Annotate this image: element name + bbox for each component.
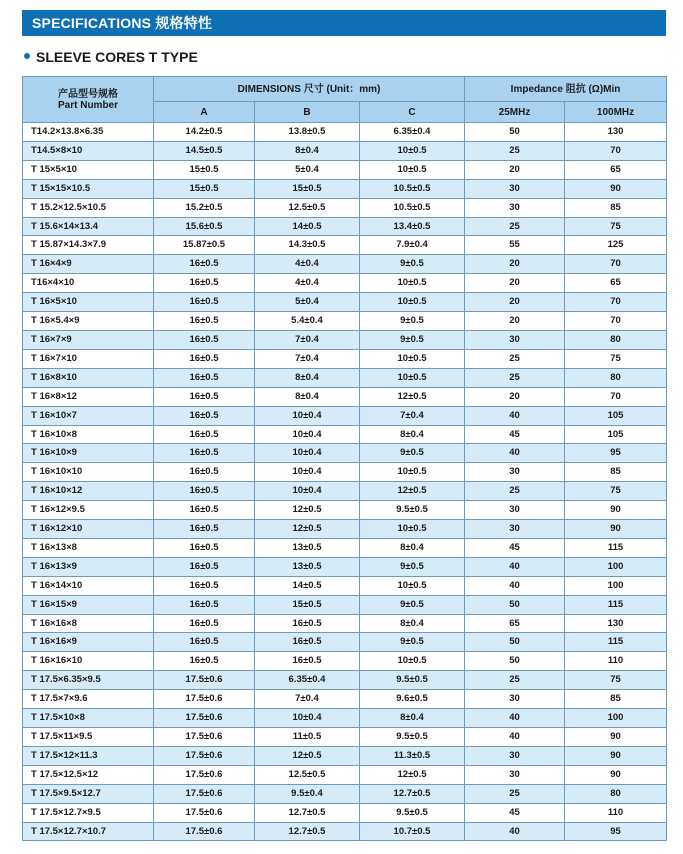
col-c-header: C [360,102,465,123]
part-number-cell: T 16×16×9 [23,633,154,652]
dim-c-cell: 12±0.5 [360,387,465,406]
impedance-100mhz-cell: 90 [565,179,667,198]
part-number-header [23,77,154,123]
part-number-cell: T 17.5×7×9.6 [23,690,154,709]
impedance-100mhz-cell: 115 [565,538,667,557]
impedance-100mhz-cell: 85 [565,690,667,709]
dim-c-cell: 10±0.5 [360,520,465,539]
table-row [23,141,667,160]
impedance-100mhz-cell: 105 [565,425,667,444]
impedance-25mhz-cell: 40 [465,728,565,747]
dim-c-cell: 9.6±0.5 [360,690,465,709]
part-number-cell: T 15.2×12.5×10.5 [23,198,154,217]
table-row [23,482,667,501]
table-row [23,803,667,822]
table-row [23,217,667,236]
table-row [23,690,667,709]
dim-c-cell: 8±0.4 [360,709,465,728]
dim-b-cell: 12.7±0.5 [255,803,360,822]
col-100mhz-header: 100MHz [565,102,667,123]
part-number-cell: T 15×15×10.5 [23,179,154,198]
impedance-25mhz-cell: 20 [465,255,565,274]
col-25mhz-header: 25MHz [465,102,565,123]
impedance-100mhz-cell: 75 [565,482,667,501]
dim-a-cell: 17.5±0.6 [154,784,255,803]
impedance-25mhz-cell: 30 [465,198,565,217]
specifications-banner: SPECIFICATIONS 规格特性 [22,10,666,36]
impedance-100mhz-cell: 85 [565,463,667,482]
table-row [23,406,667,425]
impedance-100mhz-cell: 95 [565,822,667,841]
dim-c-cell: 10.7±0.5 [360,822,465,841]
impedance-100mhz-cell: 75 [565,217,667,236]
dim-b-cell: 14±0.5 [255,576,360,595]
table-row [23,595,667,614]
dim-c-cell: 10±0.5 [360,463,465,482]
dim-c-cell: 7.9±0.4 [360,236,465,255]
table-row [23,425,667,444]
dim-b-cell: 12.5±0.5 [255,198,360,217]
dim-b-cell: 13±0.5 [255,557,360,576]
part-number-cell: T 17.5×12.7×9.5 [23,803,154,822]
impedance-100mhz-cell: 75 [565,671,667,690]
dim-c-cell: 12±0.5 [360,765,465,784]
impedance-25mhz-cell: 20 [465,312,565,331]
dim-b-cell: 16±0.5 [255,614,360,633]
impedance-25mhz-cell: 30 [465,765,565,784]
impedance-100mhz-cell: 70 [565,141,667,160]
dim-b-cell: 12±0.5 [255,520,360,539]
impedance-100mhz-cell: 100 [565,576,667,595]
dim-a-cell: 16±0.5 [154,557,255,576]
dim-a-cell: 16±0.5 [154,595,255,614]
impedance-100mhz-cell: 115 [565,633,667,652]
table-row [23,198,667,217]
impedance-100mhz-cell: 70 [565,293,667,312]
impedance-25mhz-cell: 20 [465,293,565,312]
dim-c-cell: 10.5±0.5 [360,198,465,217]
impedance-25mhz-cell: 45 [465,538,565,557]
impedance-100mhz-cell: 110 [565,652,667,671]
part-number-cell: T 17.5×6.35×9.5 [23,671,154,690]
table-row [23,520,667,539]
impedance-100mhz-cell: 90 [565,746,667,765]
dim-a-cell: 17.5±0.6 [154,765,255,784]
dim-a-cell: 16±0.5 [154,520,255,539]
table-row [23,160,667,179]
bullet-dot-icon [24,53,30,59]
table-row [23,746,667,765]
dim-b-cell: 4±0.4 [255,274,360,293]
dim-a-cell: 16±0.5 [154,330,255,349]
part-number-cell: T 16×16×8 [23,614,154,633]
impedance-25mhz-cell: 40 [465,557,565,576]
dim-a-cell: 16±0.5 [154,368,255,387]
part-number-cell: T 16×10×9 [23,444,154,463]
impedance-25mhz-cell: 30 [465,501,565,520]
table-row [23,312,667,331]
impedance-25mhz-cell: 25 [465,217,565,236]
part-number-cell: T 16×14×10 [23,576,154,595]
section-title-text: SLEEVE CORES T TYPE [36,49,198,65]
dim-b-cell: 8±0.4 [255,387,360,406]
table-row [23,765,667,784]
dim-a-cell: 16±0.5 [154,614,255,633]
table-row [23,709,667,728]
dim-c-cell: 9.5±0.5 [360,501,465,520]
dim-a-cell: 16±0.5 [154,538,255,557]
part-number-cell: T 16×8×12 [23,387,154,406]
dim-c-cell: 10±0.5 [360,293,465,312]
dim-b-cell: 4±0.4 [255,255,360,274]
part-number-cell: T 16×12×10 [23,520,154,539]
dim-a-cell: 16±0.5 [154,463,255,482]
dim-b-cell: 8±0.4 [255,141,360,160]
part-number-cell: T 16×4×9 [23,255,154,274]
impedance-25mhz-cell: 40 [465,444,565,463]
dim-a-cell: 16±0.5 [154,349,255,368]
table-row [23,123,667,142]
impedance-100mhz-cell: 75 [565,349,667,368]
impedance-25mhz-cell: 40 [465,709,565,728]
part-number-cell: T 16×10×12 [23,482,154,501]
impedance-25mhz-cell: 45 [465,803,565,822]
dim-c-cell: 9±0.5 [360,595,465,614]
impedance-25mhz-cell: 25 [465,784,565,803]
impedance-100mhz-cell: 90 [565,728,667,747]
dim-c-cell: 10±0.5 [360,141,465,160]
dim-a-cell: 17.5±0.6 [154,822,255,841]
impedance-100mhz-cell: 90 [565,520,667,539]
dim-a-cell: 16±0.5 [154,293,255,312]
part-number-cell: T 16×8×10 [23,368,154,387]
impedance-100mhz-cell: 65 [565,160,667,179]
part-number-cell: T 16×15×9 [23,595,154,614]
dim-b-cell: 10±0.4 [255,425,360,444]
dim-b-cell: 12.7±0.5 [255,822,360,841]
impedance-25mhz-cell: 20 [465,274,565,293]
impedance-25mhz-cell: 20 [465,387,565,406]
dim-a-cell: 15±0.5 [154,160,255,179]
dim-a-cell: 16±0.5 [154,576,255,595]
dim-c-cell: 6.35±0.4 [360,123,465,142]
table-row [23,349,667,368]
impedance-25mhz-cell: 30 [465,330,565,349]
dim-b-cell: 6.35±0.4 [255,671,360,690]
dim-b-cell: 10±0.4 [255,709,360,728]
table-row [23,576,667,595]
impedance-100mhz-cell: 90 [565,765,667,784]
dim-c-cell: 12.7±0.5 [360,784,465,803]
dim-a-cell: 14.5±0.5 [154,141,255,160]
dim-a-cell: 16±0.5 [154,652,255,671]
impedance-25mhz-cell: 40 [465,576,565,595]
dim-b-cell: 10±0.4 [255,406,360,425]
part-number-cell: T 16×7×9 [23,330,154,349]
dim-c-cell: 7±0.4 [360,406,465,425]
table-row [23,501,667,520]
table-row [23,822,667,841]
impedance-100mhz-cell: 80 [565,784,667,803]
part-number-cell: T 17.5×12×11.3 [23,746,154,765]
impedance-25mhz-cell: 50 [465,652,565,671]
impedance-100mhz-cell: 125 [565,236,667,255]
table-row [23,671,667,690]
part-number-cell: T 16×12×9.5 [23,501,154,520]
part-number-cell: T 16×5.4×9 [23,312,154,331]
dim-b-cell: 5±0.4 [255,160,360,179]
dim-b-cell: 15±0.5 [255,595,360,614]
impedance-25mhz-cell: 25 [465,482,565,501]
dim-a-cell: 16±0.5 [154,425,255,444]
dim-a-cell: 15.6±0.5 [154,217,255,236]
impedance-25mhz-cell: 25 [465,671,565,690]
impedance-100mhz-cell: 100 [565,557,667,576]
dim-c-cell: 8±0.4 [360,425,465,444]
part-number-cell: T 17.5×9.5×12.7 [23,784,154,803]
impedance-100mhz-cell: 95 [565,444,667,463]
dim-a-cell: 16±0.5 [154,255,255,274]
dim-c-cell: 9±0.5 [360,312,465,331]
dim-a-cell: 15.2±0.5 [154,198,255,217]
part-number-cell: T 17.5×10×8 [23,709,154,728]
dim-b-cell: 5±0.4 [255,293,360,312]
part-number-cell: T 17.5×12.7×10.7 [23,822,154,841]
impedance-100mhz-cell: 70 [565,312,667,331]
table-row [23,368,667,387]
dim-c-cell: 10±0.5 [360,349,465,368]
col-a-header: A [154,102,255,123]
table-row [23,330,667,349]
dim-c-cell: 8±0.4 [360,614,465,633]
impedance-25mhz-cell: 30 [465,746,565,765]
dim-c-cell: 12±0.5 [360,482,465,501]
dim-c-cell: 9.5±0.5 [360,671,465,690]
impedance-100mhz-cell: 90 [565,501,667,520]
impedance-100mhz-cell: 70 [565,255,667,274]
dim-c-cell: 10±0.5 [360,368,465,387]
table-row [23,444,667,463]
header-row-top [23,77,667,102]
table-row [23,614,667,633]
dim-a-cell: 17.5±0.6 [154,690,255,709]
impedance-25mhz-cell: 30 [465,690,565,709]
impedance-100mhz-cell: 85 [565,198,667,217]
dim-c-cell: 13.4±0.5 [360,217,465,236]
impedance-100mhz-cell: 70 [565,387,667,406]
impedance-100mhz-cell: 80 [565,330,667,349]
col-b-header: B [255,102,360,123]
impedance-25mhz-cell: 65 [465,614,565,633]
dim-c-cell: 10±0.5 [360,576,465,595]
table-row [23,557,667,576]
dim-a-cell: 17.5±0.6 [154,709,255,728]
table-row [23,274,667,293]
part-number-header-cn: 产品型号规格 [58,88,118,100]
impedance-25mhz-cell: 50 [465,123,565,142]
dim-b-cell: 8±0.4 [255,368,360,387]
dim-a-cell: 16±0.5 [154,482,255,501]
section-title [24,48,198,66]
dim-c-cell: 11.3±0.5 [360,746,465,765]
part-number-cell: T 17.5×12.5×12 [23,765,154,784]
part-number-cell: T14.5×8×10 [23,141,154,160]
impedance-100mhz-cell: 115 [565,595,667,614]
impedance-100mhz-cell: 130 [565,123,667,142]
impedance-25mhz-cell: 25 [465,141,565,160]
impedance-25mhz-cell: 50 [465,633,565,652]
impedance-100mhz-cell: 65 [565,274,667,293]
dim-b-cell: 7±0.4 [255,349,360,368]
table-row [23,463,667,482]
dim-b-cell: 9.5±0.4 [255,784,360,803]
dim-b-cell: 10±0.4 [255,444,360,463]
impedance-100mhz-cell: 105 [565,406,667,425]
part-number-cell: T14.2×13.8×6.35 [23,123,154,142]
dim-c-cell: 10±0.5 [360,274,465,293]
impedance-100mhz-cell: 80 [565,368,667,387]
dim-b-cell: 14.3±0.5 [255,236,360,255]
dim-c-cell: 9±0.5 [360,255,465,274]
part-number-cell: T 16×10×7 [23,406,154,425]
dim-c-cell: 9±0.5 [360,633,465,652]
dim-c-cell: 9.5±0.5 [360,803,465,822]
part-number-cell: T 16×13×9 [23,557,154,576]
impedance-header: Impedance 阻抗 (Ω)Min [465,77,667,102]
part-number-cell: T 16×16×10 [23,652,154,671]
table-row [23,255,667,274]
dim-b-cell: 14±0.5 [255,217,360,236]
dim-a-cell: 17.5±0.6 [154,671,255,690]
dim-c-cell: 9±0.5 [360,330,465,349]
impedance-25mhz-cell: 30 [465,179,565,198]
table-row [23,633,667,652]
impedance-25mhz-cell: 40 [465,822,565,841]
part-number-cell: T16×4×10 [23,274,154,293]
dim-b-cell: 5.4±0.4 [255,312,360,331]
table-row [23,293,667,312]
part-number-cell: T 15.87×14.3×7.9 [23,236,154,255]
impedance-25mhz-cell: 45 [465,425,565,444]
impedance-25mhz-cell: 55 [465,236,565,255]
dim-a-cell: 16±0.5 [154,633,255,652]
dim-b-cell: 12.5±0.5 [255,765,360,784]
impedance-25mhz-cell: 25 [465,368,565,387]
dim-c-cell: 9.5±0.5 [360,728,465,747]
table-row [23,236,667,255]
dim-c-cell: 10.5±0.5 [360,179,465,198]
dim-a-cell: 16±0.5 [154,387,255,406]
dim-c-cell: 10±0.5 [360,652,465,671]
dim-b-cell: 12±0.5 [255,746,360,765]
dim-b-cell: 16±0.5 [255,652,360,671]
table-row [23,538,667,557]
dim-a-cell: 17.5±0.6 [154,803,255,822]
table-body [23,123,667,841]
impedance-25mhz-cell: 25 [465,349,565,368]
dim-a-cell: 15±0.5 [154,179,255,198]
dim-b-cell: 7±0.4 [255,690,360,709]
dim-a-cell: 16±0.5 [154,312,255,331]
dim-a-cell: 16±0.5 [154,406,255,425]
dim-b-cell: 16±0.5 [255,633,360,652]
dim-a-cell: 16±0.5 [154,501,255,520]
part-number-cell: T 15×5×10 [23,160,154,179]
impedance-25mhz-cell: 30 [465,463,565,482]
dim-a-cell: 16±0.5 [154,444,255,463]
impedance-25mhz-cell: 40 [465,406,565,425]
part-number-cell: T 16×10×8 [23,425,154,444]
impedance-100mhz-cell: 110 [565,803,667,822]
dim-b-cell: 13±0.5 [255,538,360,557]
part-number-cell: T 16×7×10 [23,349,154,368]
table-row [23,728,667,747]
specification-table [22,76,667,841]
part-number-cell: T 16×13×8 [23,538,154,557]
dim-a-cell: 15.87±0.5 [154,236,255,255]
dimensions-header: DIMENSIONS 尺寸 (Unit：mm) [154,77,465,102]
table-row [23,784,667,803]
impedance-25mhz-cell: 20 [465,160,565,179]
dim-a-cell: 17.5±0.6 [154,746,255,765]
table-row [23,652,667,671]
impedance-25mhz-cell: 30 [465,520,565,539]
part-number-cell: T 16×10×10 [23,463,154,482]
dim-a-cell: 17.5±0.6 [154,728,255,747]
part-number-header-en: Part Number [57,99,118,111]
table-row [23,179,667,198]
dim-b-cell: 10±0.4 [255,463,360,482]
dim-b-cell: 10±0.4 [255,482,360,501]
impedance-100mhz-cell: 100 [565,709,667,728]
part-number-cell: T 16×5×10 [23,293,154,312]
impedance-25mhz-cell: 50 [465,595,565,614]
table-row [23,387,667,406]
dim-b-cell: 15±0.5 [255,179,360,198]
impedance-100mhz-cell: 130 [565,614,667,633]
part-number-cell: T 15.6×14×13.4 [23,217,154,236]
dim-a-cell: 16±0.5 [154,274,255,293]
part-number-cell: T 17.5×11×9.5 [23,728,154,747]
dim-c-cell: 8±0.4 [360,538,465,557]
dim-c-cell: 9±0.5 [360,557,465,576]
dim-b-cell: 13.8±0.5 [255,123,360,142]
dim-b-cell: 7±0.4 [255,330,360,349]
dim-c-cell: 9±0.5 [360,444,465,463]
dim-b-cell: 11±0.5 [255,728,360,747]
dim-c-cell: 10±0.5 [360,160,465,179]
dim-b-cell: 12±0.5 [255,501,360,520]
dim-a-cell: 14.2±0.5 [154,123,255,142]
